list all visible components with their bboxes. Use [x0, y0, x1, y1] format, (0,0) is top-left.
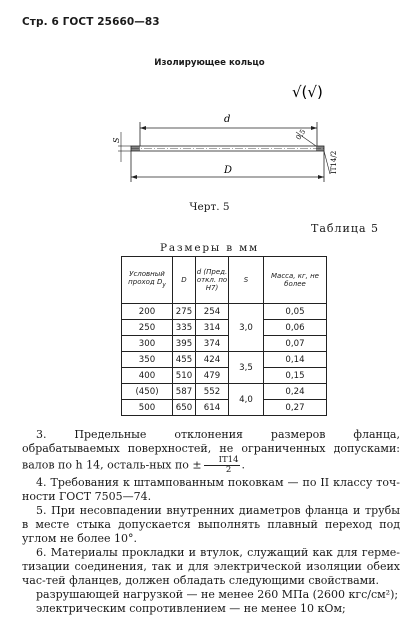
cell-D: 275: [173, 304, 196, 320]
table-row: [122, 384, 327, 400]
table-row: [122, 336, 327, 352]
cell-mass: 0,15: [264, 368, 327, 384]
dim-s-label: S: [112, 137, 121, 143]
table-caption: Таблица 5: [311, 222, 379, 235]
cell-d: 614: [196, 400, 229, 416]
dim-d-label: d: [224, 114, 231, 125]
property-strength: разрушающей нагрузкой — не менее 260 МПа (2600 кгс/см²);: [36, 588, 399, 601]
cell-D: 395: [173, 336, 196, 352]
table-row: [122, 400, 327, 416]
cell-D: 455: [173, 352, 196, 368]
col-header-dy: Условный проход $D_у$: [122, 257, 173, 304]
paragraph-5: 5. При несовпадении внутренних диаметров фланца и трубы в месте стыка допускается выполнять плавный переход под углом не более 10°.: [22, 504, 400, 545]
cell-d: 552: [196, 384, 229, 400]
cell-dy: 200: [122, 304, 173, 320]
cell-mass: 0,06: [264, 320, 327, 336]
table-row: [122, 320, 327, 336]
col-header-S: S: [229, 257, 264, 304]
cell-D: 335: [173, 320, 196, 336]
page-header: Стр. 6 ГОСТ 25660—83: [22, 16, 160, 28]
col-header-d: d (Пред. откл. по H7): [196, 257, 229, 304]
cell-mass: 0,24: [264, 384, 327, 400]
section-title: Изолирующее кольцо: [154, 58, 265, 68]
cell-dy: 400: [122, 368, 173, 384]
cell-mass: 0,05: [264, 304, 327, 320]
property-resistance: электрическим сопротивлением — не менее 10 кОм;: [36, 602, 346, 615]
paragraph-4: 4. Требования к штампованным поковкам — по II классу точ-ности ГОСТ 7505—74.: [22, 476, 400, 503]
fraction-it14: $\frac{IT14}{2}$: [204, 456, 240, 475]
table-row: [122, 352, 327, 368]
ring-drawing: [0, 0, 419, 200]
cell-D: 587: [173, 384, 196, 400]
cell-dy: 250: [122, 320, 173, 336]
col-header-D: D: [173, 257, 196, 304]
cell-D: 510: [173, 368, 196, 384]
cell-mass: 0,14: [264, 352, 327, 368]
table-header-row: [122, 257, 327, 304]
table-subtitle: Размеры в мм: [159, 242, 260, 254]
cell-s-group: 4,0: [229, 384, 264, 416]
cell-mass: 0,27: [264, 400, 327, 416]
cell-dy: 500: [122, 400, 173, 416]
cell-mass: 0,07: [264, 336, 327, 352]
roughness-mark: √(√): [292, 83, 323, 101]
paragraph-6: 6. Материалы прокладки и втулок, служащий как для герме-тизации соединения, так и для электрической изоляции обеих час-тей фланцев, должен обладать следующими свойствами.: [22, 546, 400, 587]
cell-d: 424: [196, 352, 229, 368]
tolerance-label: IT14/2: [330, 150, 338, 174]
cell-dy: 300: [122, 336, 173, 352]
cell-d: 479: [196, 368, 229, 384]
table-row: [122, 304, 327, 320]
cell-d: 374: [196, 336, 229, 352]
col-header-mass: Масса, кг, не более: [264, 257, 327, 304]
cell-s-group: 3,5: [229, 352, 264, 384]
table-row: [122, 368, 327, 384]
cell-d: 314: [196, 320, 229, 336]
cell-dy: 350: [122, 352, 173, 368]
cell-dy: (450): [122, 384, 173, 400]
cell-d: 254: [196, 304, 229, 320]
figure-caption: Черт. 5: [189, 201, 230, 213]
chamfer-label: 0,5: [294, 127, 308, 142]
cell-D: 650: [173, 400, 196, 416]
dimensions-table: [121, 256, 327, 416]
dim-D-label: D: [224, 165, 233, 176]
paragraph-3: 3. Предельные отклонения размеров фланца, обрабатываемых поверхностей, не ограниченных допусками: валов по h 14, осталь-ных по ± $\frac{IT14}{2}$ .: [22, 428, 400, 475]
cell-s-group: 3,0: [229, 304, 264, 352]
